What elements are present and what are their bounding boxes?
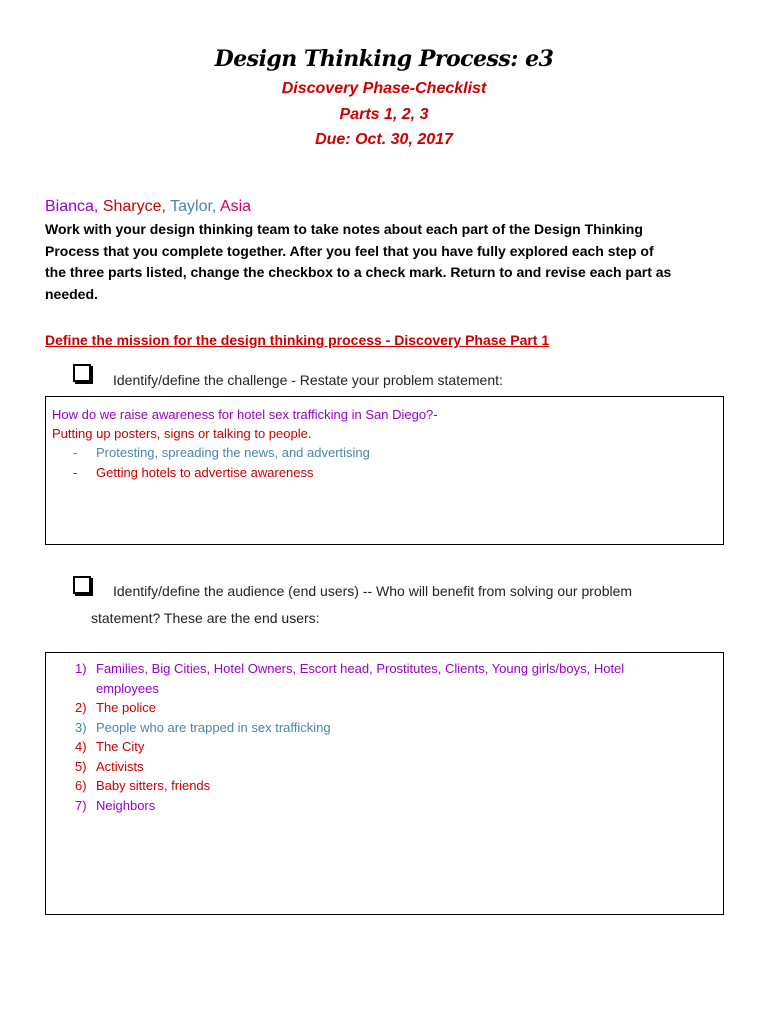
answer-line: Putting up posters, signs or talking to people. xyxy=(52,426,312,441)
list-item xyxy=(46,796,723,816)
team-member-name: Bianca xyxy=(45,198,94,215)
list-text: The City xyxy=(96,739,145,754)
list-item xyxy=(46,757,723,777)
bullet-dash: - xyxy=(73,465,78,480)
team-member-name: Taylor xyxy=(170,198,212,215)
checkbox-challenge[interactable] xyxy=(73,364,91,382)
instructions-line: Process that you complete together. After you feel that you have fully explored each step of xyxy=(45,242,654,259)
list-number: 4) xyxy=(75,739,87,754)
section-heading-part1: Define the mission for the design thinking process - Discovery Phase Part 1 xyxy=(45,332,550,348)
answer-line: How do we raise awareness for hotel sex trafficking in San Diego?- xyxy=(52,407,438,422)
list-number: 1) xyxy=(75,661,87,676)
question-challenge: Identify/define the challenge - Restate your problem statement: xyxy=(113,372,503,388)
bullet-dash: - xyxy=(73,445,78,460)
name-separator: , xyxy=(93,198,103,215)
list-text: Families, Big Cities, Hotel Owners, Escort head, Prostitutes, Clients, Young girls/boys, Hotel xyxy=(96,661,625,676)
name-separator: , xyxy=(161,198,171,215)
list-item xyxy=(46,698,723,718)
list-number: 2) xyxy=(75,700,87,715)
bullet-item xyxy=(46,443,723,463)
list-item-continuation xyxy=(46,679,723,699)
list-text: People who are trapped in sex trafficking xyxy=(96,719,331,735)
list-text: Baby sitters, friends xyxy=(96,778,211,793)
parts-label: Parts 1, 2, 3 xyxy=(339,106,429,123)
instructions-line: the three parts listed, change the checkbox to a check mark. Return to and revise each part as xyxy=(45,264,672,280)
bullet-item xyxy=(46,463,723,483)
list-number: 7) xyxy=(75,797,87,813)
document-subtitle: Discovery Phase-Checklist xyxy=(281,80,487,97)
answer-box-challenge[interactable] xyxy=(45,396,724,545)
list-item xyxy=(46,737,723,757)
question-audience-line1: Identify/define the audience (end users) -- Who will benefit from solving our problem xyxy=(113,583,633,599)
bullet-text: Protesting, spreading the news, and advertising xyxy=(96,445,370,460)
list-text: Activists xyxy=(96,758,144,774)
name-separator: , xyxy=(211,198,220,215)
team-names xyxy=(45,198,251,216)
list-number: 6) xyxy=(75,778,87,793)
question-audience-line2: statement? These are the end users: xyxy=(91,610,320,626)
instructions-paragraph xyxy=(45,219,735,305)
list-text: The police xyxy=(96,700,156,715)
team-member-name: Sharyce xyxy=(102,198,162,215)
list-text: employees xyxy=(96,680,159,696)
instructions-line: needed. xyxy=(45,285,98,302)
list-text: Neighbors xyxy=(96,797,156,813)
team-member-name: Asia xyxy=(219,198,252,215)
list-number: 5) xyxy=(75,758,87,774)
due-date: Due: Oct. 30, 2017 xyxy=(315,131,453,148)
list-item xyxy=(46,659,723,679)
list-item xyxy=(46,718,723,738)
bullet-text: Getting hotels to advertise awareness xyxy=(96,465,314,480)
list-item xyxy=(46,776,723,796)
list-number: 3) xyxy=(75,719,87,735)
answer-box-audience[interactable] xyxy=(45,652,724,915)
document-title: Design Thinking Process: e3 xyxy=(214,46,554,72)
checkbox-audience[interactable] xyxy=(73,576,91,594)
instructions-line: Work with your design thinking team to take notes about each part of the Design Thinking xyxy=(45,221,643,237)
